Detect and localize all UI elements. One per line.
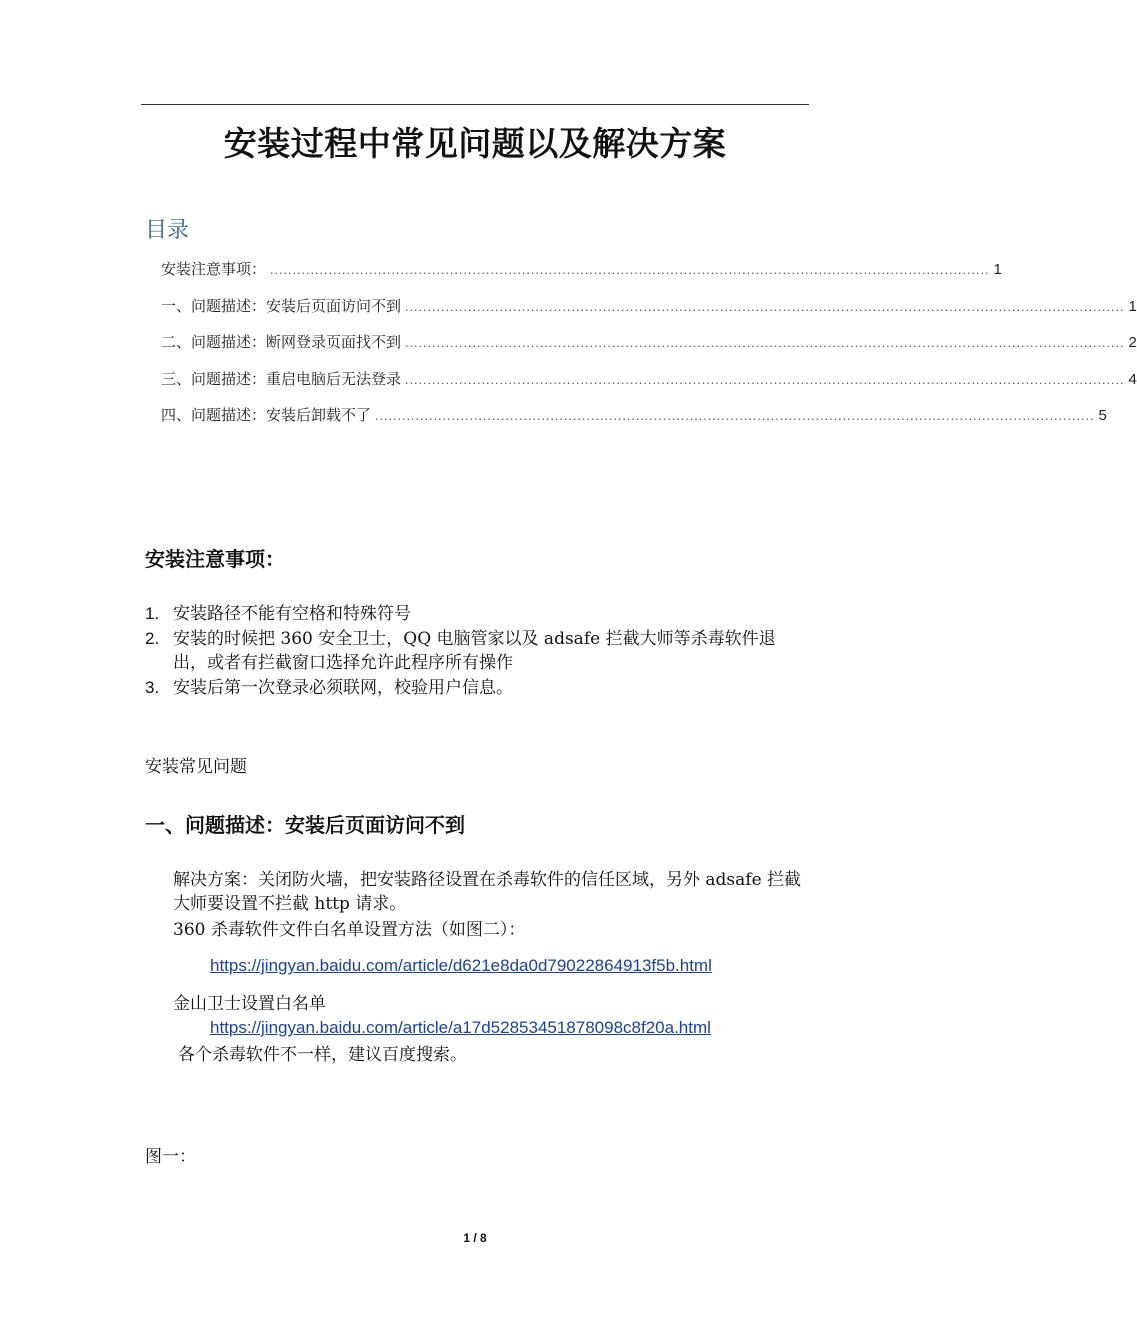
- list-text: 安装后第一次登录必须联网，校验用户信息。: [173, 677, 513, 698]
- list-number: 1.: [145, 604, 160, 623]
- notes-heading: 安装注意事项：: [145, 547, 285, 571]
- toc-leader-dots: ................................................................................................................................................................: [405, 300, 1125, 314]
- toc-entry-text: 一、问题描述：安装后页面访问不到: [161, 296, 402, 315]
- list-text: 安装的时候把 360 安全卫士，QQ 电脑管家以及 adsafe 拦截大师等杀毒软件退出，或者有拦截窗口选择允许此程序所有操作: [173, 628, 776, 673]
- toc-leader-dots: ................................................................................................................................................................: [405, 337, 1125, 350]
- list-item: [145, 676, 815, 701]
- link-360-whitelist[interactable]: https://jingyan.baidu.com/article/d621e8da0d79022864913f5b.html: [210, 956, 712, 975]
- toc-entry[interactable]: [161, 368, 1137, 405]
- jinshan-text: 金山卫士设置白名单: [173, 994, 326, 1014]
- solution-text: 解决方案：关闭防火墙，把安装路径设置在杀毒软件的信任区域，另外 adsafe 拦截大师要设置不拦截 http 请求。: [173, 870, 802, 914]
- toc-entry[interactable]: [161, 331, 1137, 368]
- figure-label: 图一：: [145, 1147, 196, 1167]
- toc-entry-page: 1: [993, 261, 1002, 278]
- toc-leader-dots: ................................................................................................................................................................: [405, 373, 1125, 387]
- section1-heading: 一、问题描述：安装后页面访问不到: [145, 813, 465, 837]
- whitelist-360-text: 360 杀毒软件文件白名单设置方法（如图二）：: [173, 920, 526, 940]
- table-of-contents: [161, 258, 1137, 441]
- link-jinshan-whitelist[interactable]: https://jingyan.baidu.com/article/a17d52853451878098c8f20a.html: [210, 1018, 711, 1037]
- list-item: [145, 627, 815, 676]
- toc-entry-text: 三、问题描述：重启电脑后无法登录: [161, 369, 402, 388]
- toc-leader-dots: ................................................................................................................................................................: [270, 264, 990, 277]
- header-rule: [141, 104, 809, 105]
- toc-entry-page: 5: [1098, 407, 1107, 424]
- list-item: [145, 602, 815, 627]
- toc-entry-text: 二、问题描述：断网登录页面找不到: [161, 333, 402, 351]
- toc-entry[interactable]: [161, 404, 1107, 441]
- page-number: 1 / 8: [463, 1231, 487, 1245]
- document-title: 安装过程中常见问题以及解决方案: [223, 124, 727, 163]
- toc-entry-page: 4: [1128, 370, 1137, 388]
- toc-entry-page: 2: [1128, 334, 1137, 351]
- list-number: 2.: [145, 628, 160, 648]
- toc-entry-text: 四、问题描述：安装后卸载不了: [161, 406, 372, 424]
- toc-entry[interactable]: [161, 295, 1137, 332]
- list-number: 3.: [145, 677, 160, 697]
- toc-entry-text: 安装注意事项：: [161, 260, 267, 278]
- toc-leader-dots: ................................................................................................................................................................: [375, 410, 1095, 423]
- notes-list: [145, 602, 815, 700]
- toc-entry-page: 1: [1128, 297, 1137, 315]
- faq-label: 安装常见问题: [145, 757, 247, 777]
- toc-entry[interactable]: [161, 258, 1002, 295]
- toc-heading: 目录: [145, 218, 190, 243]
- list-text: 安装路径不能有空格和特殊符号: [173, 604, 411, 624]
- note-text: 各个杀毒软件不一样，建议百度搜索。: [178, 1045, 467, 1065]
